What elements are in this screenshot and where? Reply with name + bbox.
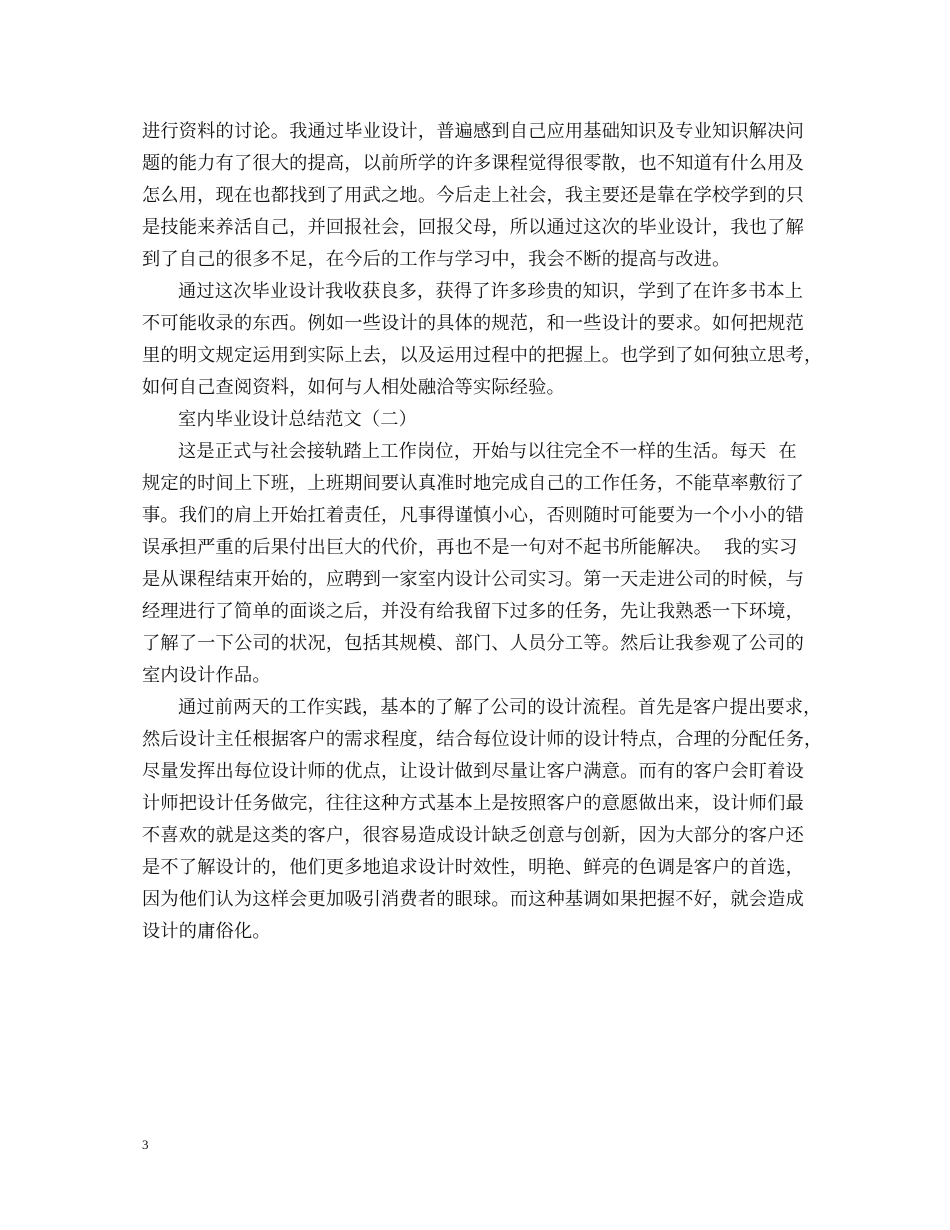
text-line: 通过这次毕业设计我收获良多，获得了许多珍贵的知识，学到了在许多书本上: [178, 281, 804, 302]
text-line: 因为他们认为这样会更加吸引消费者的眼球。而这种基调如果把握不好，就会造成: [142, 889, 804, 910]
text-line: 怎么用，现在也都找到了用武之地。今后走上社会，我主要还是靠在学校学到的只: [142, 185, 804, 206]
text-line: 里的明文规定运用到实际上去，以及运用过程中的把握上。也学到了如何独立思考，: [142, 345, 823, 366]
section-heading: 室内毕业设计总结范文（二）: [178, 409, 418, 430]
text-line: 规定的时间上下班，上班期间要认真准时地完成自己的工作任务，不能草率敷衍了: [142, 473, 804, 494]
text-line: 设计的庸俗化。: [142, 921, 271, 942]
page-number: 3: [142, 1137, 149, 1152]
text-line: 进行资料的讨论。我通过毕业设计，普遍感到自己应用基础知识及专业知识解决问: [142, 121, 804, 142]
text-line: 是从课程结束开始的，应聘到一家室内设计公司实习。第一天走进公司的时候，与: [142, 569, 804, 590]
text-line: 然后设计主任根据客户的需求程度，结合每位设计师的设计特点，合理的分配任务，: [142, 729, 823, 750]
text-line: 如何自己查阅资料，如何与人相处融洽等实际经验。: [142, 377, 565, 398]
text-line: 室内设计作品。: [142, 665, 271, 686]
text-line: 不喜欢的就是这类的客户，很容易造成设计缺乏创意与创新，因为大部分的客户还: [142, 825, 804, 846]
text-line: 是技能来养活自己，并回报社会，回报父母，所以通过这次的毕业设计，我也了解: [142, 217, 804, 238]
text-line: 经理进行了简单的面谈之后，并没有给我留下过多的任务，先让我熟悉一下环境，: [142, 601, 804, 622]
text-line: 尽量发挥出每位设计师的优点，让设计做到尽量让客户满意。而有的客户会盯着设: [142, 761, 804, 782]
text-line: 到了自己的很多不足，在今后的工作与学习中，我会不断的提高与改进。: [142, 249, 731, 270]
text-line: 误承担严重的后果付出巨大的代价，再也不是一句对不起书所能解决。 我的实习: [142, 537, 798, 558]
text-line: 了解了一下公司的状况，包括其规模、部门、人员分工等。然后让我参观了公司的: [142, 633, 804, 654]
text-line: 是不了解设计的，他们更多地追求设计时效性，明艳、鲜亮的色调是客户的首选，: [142, 857, 804, 878]
body-text: [142, 116, 830, 948]
text-line: 计师把设计任务做完，往往这种方式基本上是按照客户的意愿做出来，设计师们最: [142, 793, 804, 814]
text-line: 事。我们的肩上开始扛着责任，凡事得谨慎小心，否则随时可能要为一个小小的错: [142, 505, 804, 526]
text-line: 这是正式与社会接轨踏上工作岗位，开始与以往完全不一样的生活。每天 在: [178, 441, 797, 462]
text-line: 题的能力有了很大的提高，以前所学的许多课程觉得很零散，也不知道有什么用及: [142, 153, 804, 174]
text-line: 通过前两天的工作实践，基本的了解了公司的设计流程。首先是客户提出要求，: [178, 697, 822, 718]
text-line: 不可能收录的东西。例如一些设计的具体的规范，和一些设计的要求。如何把规范: [142, 313, 804, 334]
